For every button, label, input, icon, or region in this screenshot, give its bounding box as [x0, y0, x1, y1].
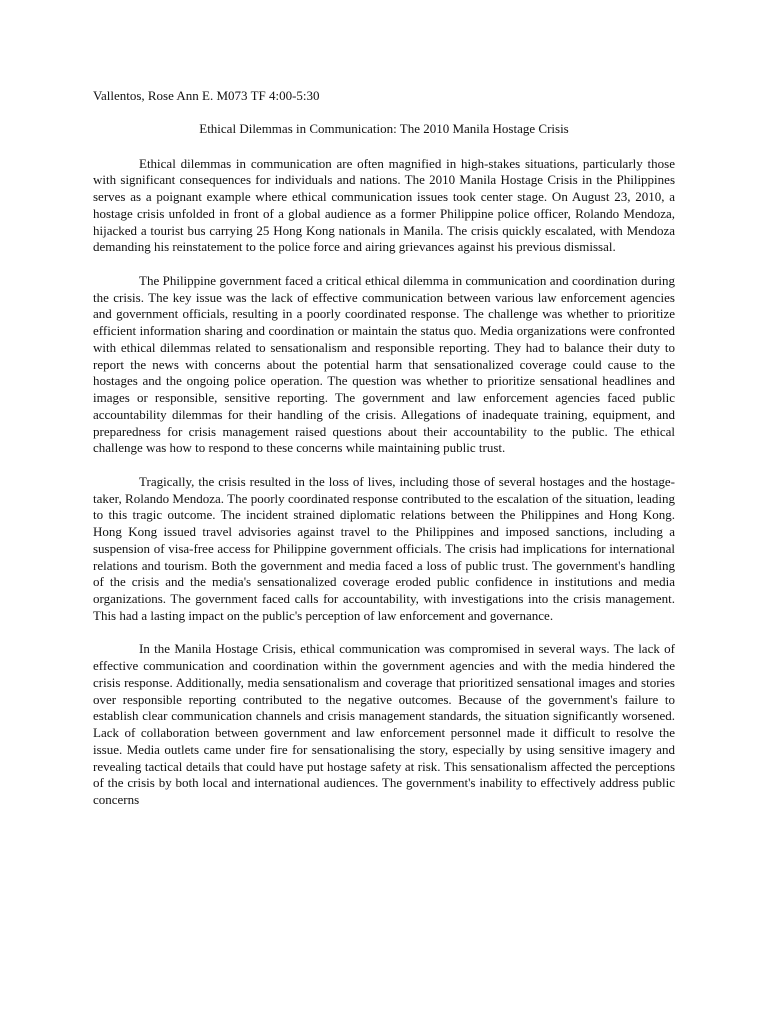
author-header: Vallentos, Rose Ann E. M073 TF 4:00-5:30	[93, 88, 320, 103]
document-title: Ethical Dilemmas in Communication: The 2010 Manila Hostage Crisis	[199, 120, 569, 136]
paragraph-4: In the Manila Hostage Crisis, ethical communication was compromised in several ways. The lack of effective communication and coordination within the government agencies and with the media hindered the crisis response. Additionally, media sensationalism and coverage that prioritized sensational images and stories over responsible reporting contributed to the negative outcomes. Because of the government's failure to establish clear communication channels and crisis management standards, the situation significantly worsened. Lack of collaboration between government and law enforcement personnel made it difficult to resolve the issue. Media outlets came under fire for sensationalising the story, especially by using sensitive imagery and revealing tactical details that could have put hostage safety at risk. This sensationalism affected the perceptions of the crisis by both local and international audiences. The government's inability to effectively address public concerns	[93, 641, 675, 807]
paragraph-1: Ethical dilemmas in communication are often magnified in high-stakes situations, particularly those with significant consequences for individuals and nations. The 2010 Manila Hostage Crisis in the Philippines serves as a poignant example where ethical communication issues took center stage. On August 23, 2010, a hostage crisis unfolded in front of a global audience as a former Philippine police officer, Rolando Mendoza, hijacked a tourist bus carrying 25 Hong Kong nationals in Manila. The crisis quickly escalated, with Mendoza demanding his reinstatement to the police force and airing grievances against his previous dismissal.	[93, 155, 675, 255]
paragraph-3: Tragically, the crisis resulted in the loss of lives, including those of several hostages and the hostage-taker, Rolando Mendoza. The poorly coordinated response contributed to the escalation of the situation, leading to this tragic outcome. The incident strained diplomatic relations between the Philippines and Hong Kong. Hong Kong issued travel advisories against travel to the Philippines and imposed sanctions, including a suspension of visa-free access for Philippine government officials. The crisis had implications for international relations and tourism. Both the government and media faced a loss of public trust. The government's handling of the crisis and the media's sensationalized coverage eroded public confidence in institutions and media organizations. The government faced calls for accountability, with investigations into the crisis management. This had a lasting impact on the public's perception of law enforcement and governance.	[93, 473, 675, 623]
paragraph-2: The Philippine government faced a critical ethical dilemma in communication and coordination during the crisis. The key issue was the lack of effective communication between various law enforcement agencies and government officials, resulting in a poorly coordinated response. The challenge was whether to prioritize efficient information sharing and coordination or maintain the status quo. Media organizations were confronted with ethical dilemmas related to sensationalism and responsible reporting. They had to balance their duty to report the news with concerns about the potential harm that sensationalized coverage could cause to the hostages and the ongoing police operation. The question was whether to prioritize sensational headlines and images or responsible, sensitive reporting. The government and law enforcement agencies faced public accountability dilemmas for their handling of the crisis. Allegations of inadequate training, equipment, and preparedness for crisis management raised questions about their accountability to the public. The ethical challenge was how to respond to these concerns while maintaining public trust.	[93, 272, 675, 456]
document-page	[93, 88, 675, 826]
